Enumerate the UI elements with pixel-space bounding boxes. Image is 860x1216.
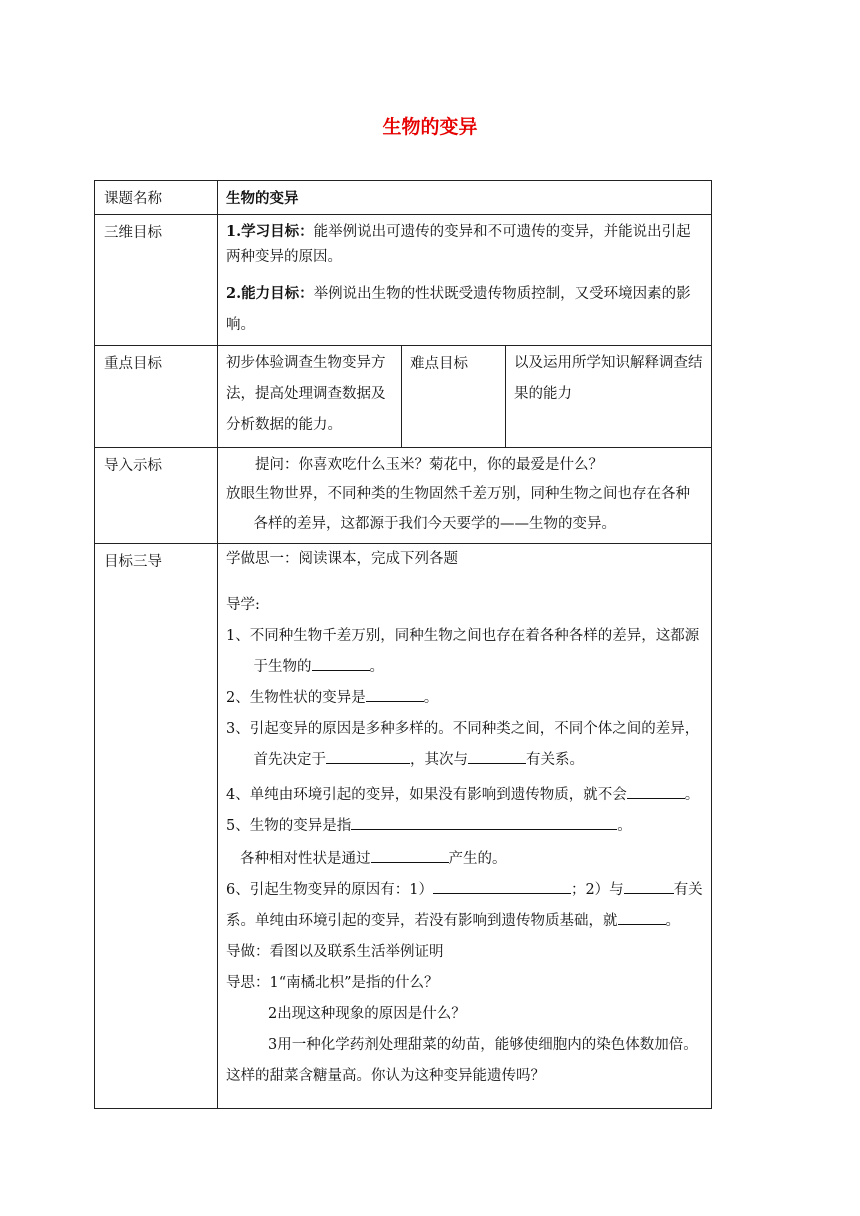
goal-2-text: 举例说出生物的性状既受遗传物质控制，又受环境因素的影响。 (226, 286, 691, 333)
lesson-plan-table (94, 180, 712, 1109)
intro-line-1: 提问：你喜欢吃什么玉米？菊花中，你的最爱是什么？ (255, 457, 603, 473)
goal-2-head: 2.能力目标： (226, 285, 314, 302)
blank[interactable] (627, 784, 685, 799)
blank[interactable] (312, 656, 370, 671)
goal-1-text: 能举例说出可遗传的变异和不可遗传的变异，并能说出引起两种变异的原因。 (226, 224, 691, 265)
question-2: 2、生物性状的变异是 。 (226, 683, 703, 714)
row-key (95, 346, 712, 448)
key-text: 初步体验调查生物变异方法，提高处理调查数据及分析数据的能力。 (218, 346, 402, 448)
guide-label: 目标三导 (95, 544, 218, 1109)
blank[interactable] (351, 815, 617, 830)
daosi-1: 导思：1“南橘北枳”是指的什么？ (226, 975, 439, 991)
page-title: 生物的变异 (382, 116, 478, 138)
blank[interactable] (433, 879, 571, 894)
goal-1 (226, 219, 703, 270)
question-5-cont: 各种相对性状是通过 产生的。 (226, 844, 703, 875)
blank[interactable] (326, 749, 410, 764)
row-intro (95, 448, 712, 544)
intro-cell (218, 448, 712, 544)
intro-label: 导入示标 (95, 448, 218, 544)
question-5: 5、生物的变异是指 。 (226, 811, 703, 842)
guide-cell (218, 544, 712, 1109)
goals-label: 三维目标 (95, 215, 218, 346)
row-guide (95, 544, 712, 1109)
goal-2 (226, 278, 703, 341)
row-course (95, 181, 712, 215)
blank[interactable] (371, 848, 449, 863)
course-label: 课题名称 (95, 181, 218, 215)
goals-cell (218, 215, 712, 346)
key-label: 重点目标 (95, 346, 218, 448)
goal-1-head: 1.学习目标： (226, 223, 314, 240)
intro-line-2: 放眼生物世界，不同种类的生物固然千差万别，同种生物之间也存在各种各样的差异，这都源于我们今天要学的——生物的变异。 (226, 486, 690, 532)
question-1: 1、不同种生物千差万别，同种生物之间也存在着各种各样的差异，这都源于生物的 。 (226, 628, 700, 675)
blank[interactable] (468, 749, 526, 764)
diff-label: 难点目标 (402, 346, 506, 448)
blank[interactable] (618, 910, 666, 925)
blank[interactable] (366, 687, 424, 702)
guide-head: 学做思一：阅读课本，完成下列各题 (226, 551, 458, 567)
question-6: 6、引起生物变异的原因有：1） ；2）与 有关系。单纯由环境引起的变异，若没有影响到遗传物质基础，就 。 (226, 875, 703, 937)
question-4: 4、单纯由环境引起的变异，如果没有影响到遗传物质，就不会 。 (226, 780, 703, 811)
diff-text: 以及运用所学知识解释调查结果的能力 (506, 346, 712, 448)
daoxue: 导学: (226, 597, 260, 613)
daosi-3: 3用一种化学药剂处理甜菜的幼苗，能够使细胞内的染色体数加倍。这样的甜菜含糖量高。你认为这种变异能遗传吗？ (226, 1037, 698, 1084)
daozuo: 导做：看图以及联系生活举例证明 (226, 944, 444, 960)
question-3: 3、引起变异的原因是多种多样的。不同种类之间，不同个体之间的差异，首先决定于 ，其次与 有关系。 (226, 721, 700, 768)
blank[interactable] (624, 879, 674, 894)
row-goals (95, 215, 712, 346)
daosi-2: 2出现这种现象的原因是什么？ (268, 1006, 466, 1022)
course-value: 生物的变异 (218, 181, 712, 215)
